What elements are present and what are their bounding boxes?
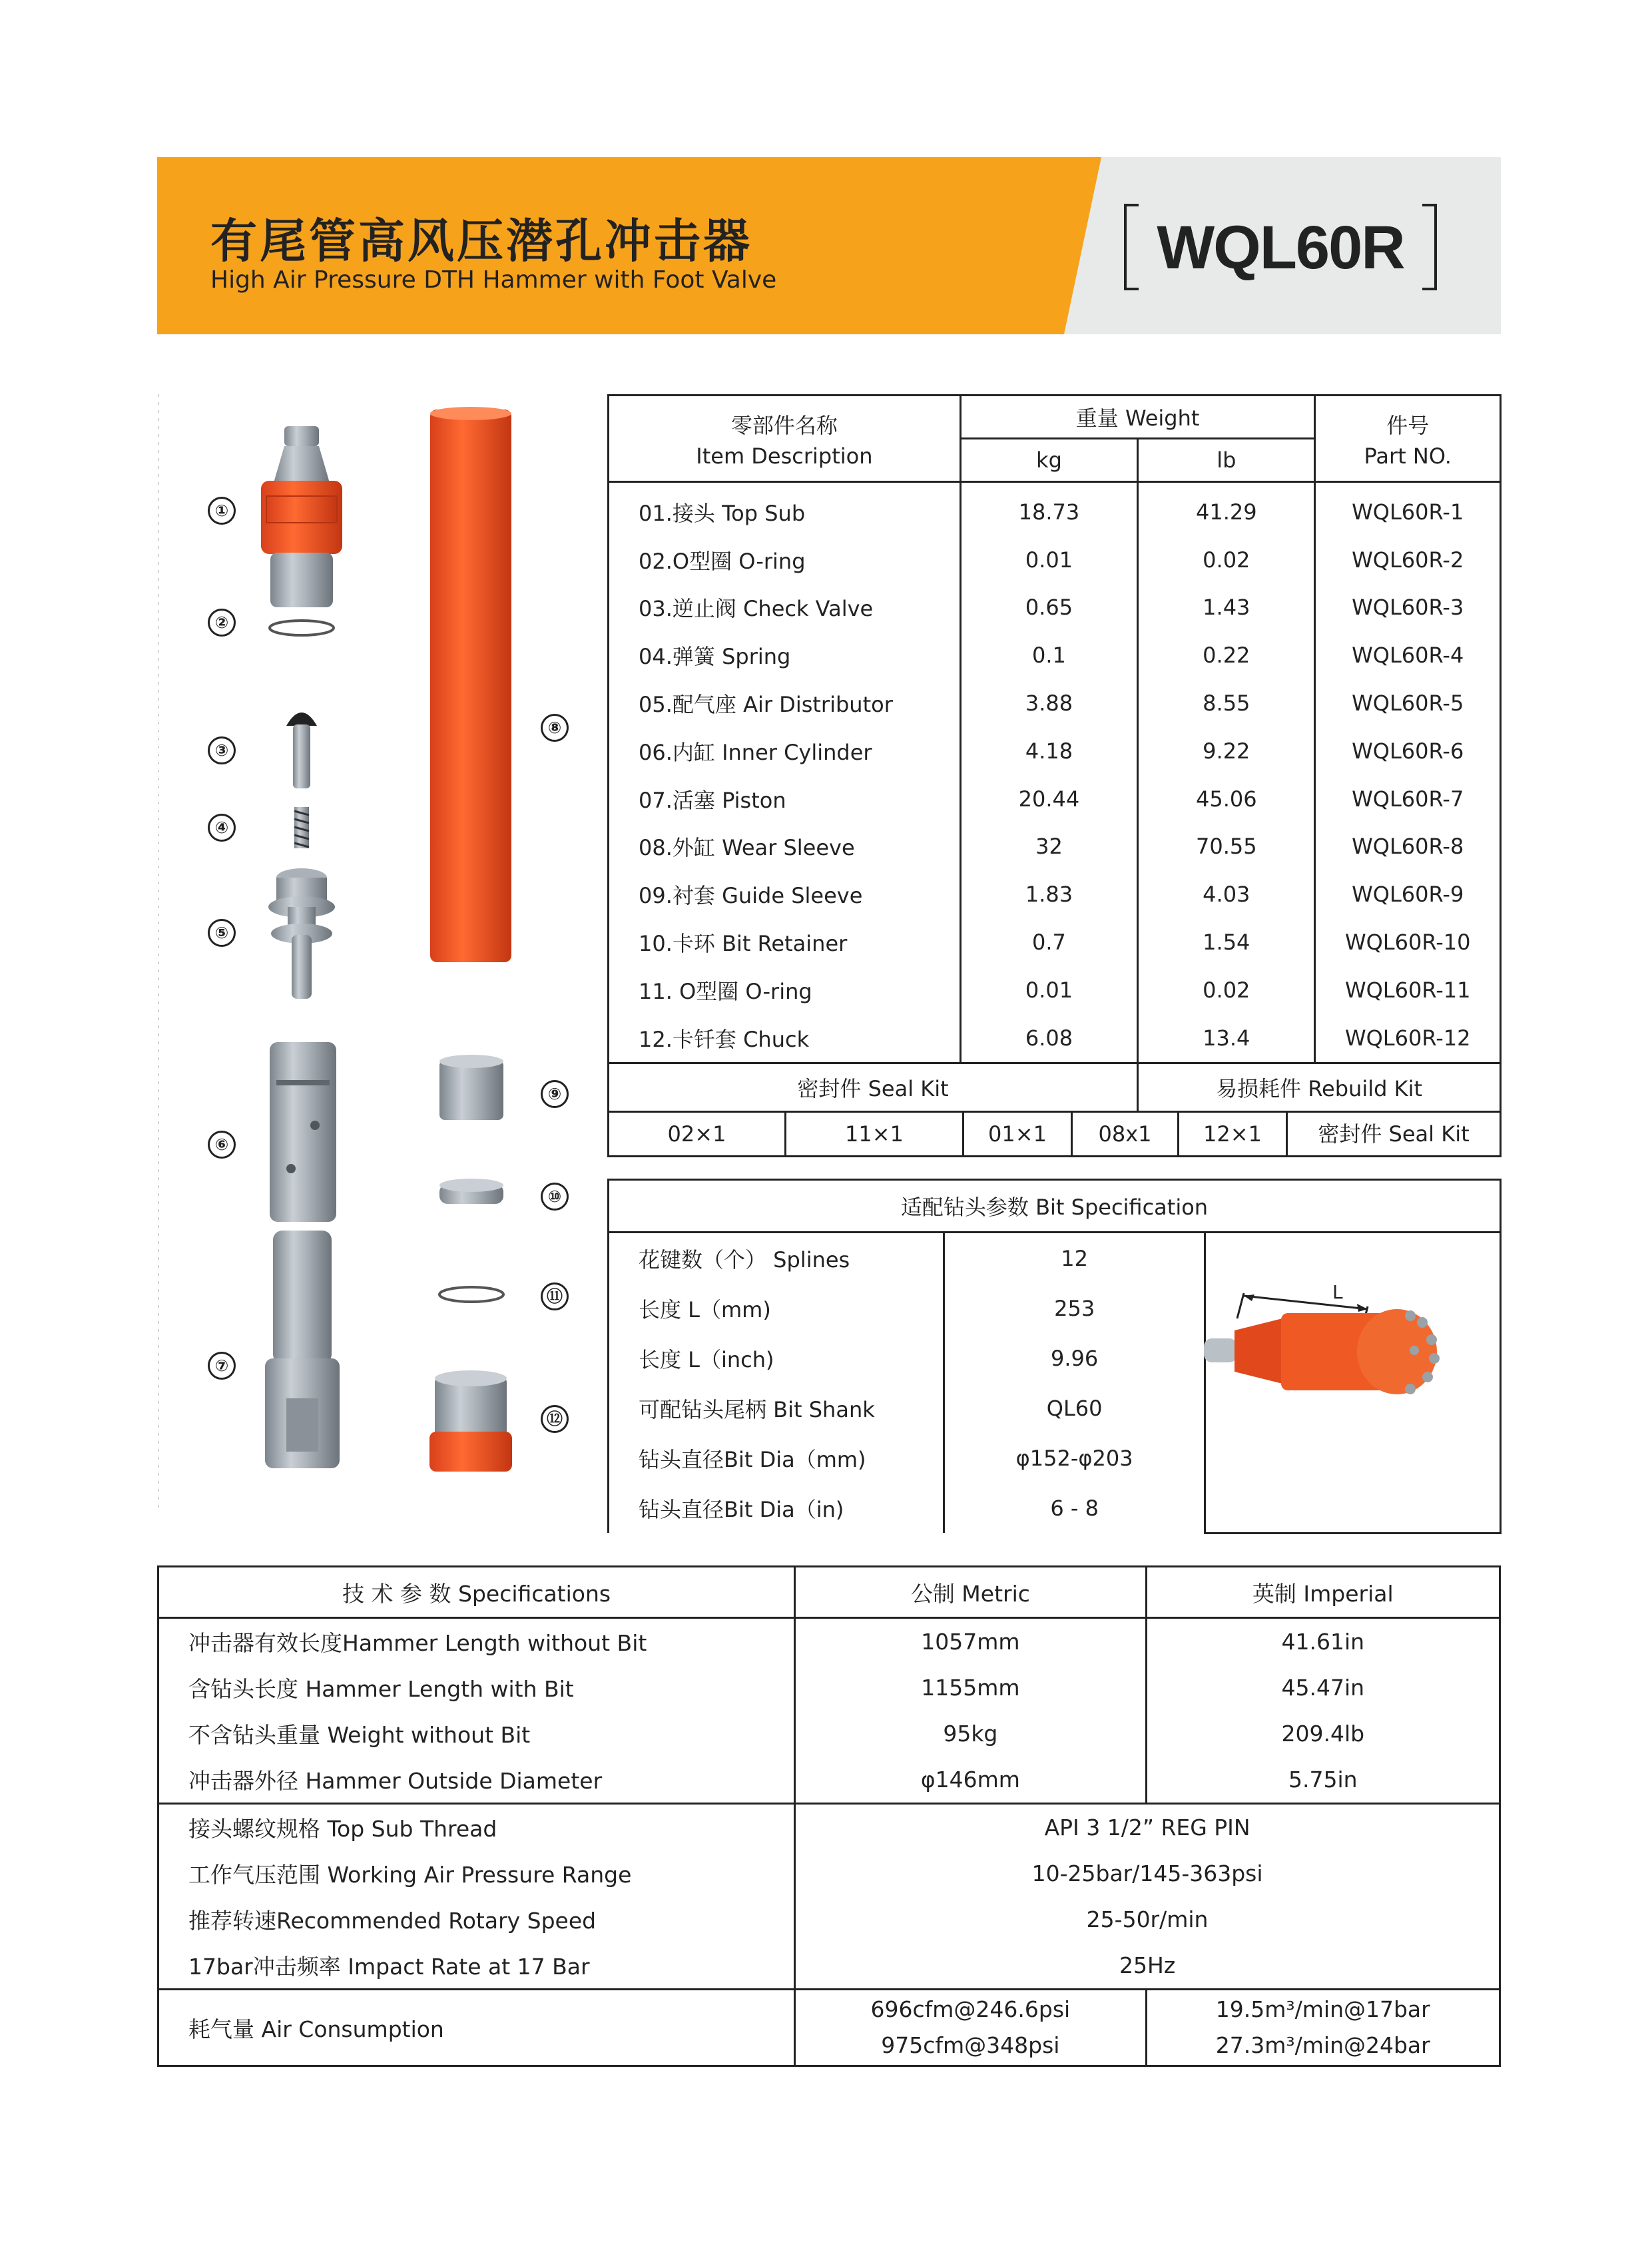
callout-4: ④: [208, 814, 236, 842]
part-number: WQL60R-10: [1315, 918, 1501, 966]
part-number: WQL60R-4: [1315, 631, 1501, 679]
part-item: 05.配气座 Air Distributor: [609, 679, 961, 727]
bit-spec-label: 长度 L（inch): [609, 1333, 944, 1383]
parts-row: [609, 966, 1501, 1014]
part-lb: 1.54: [1138, 918, 1315, 966]
air-consumption-metric: [795, 1990, 1146, 2066]
spec-row: [158, 1665, 1500, 1711]
part-number: WQL60R-9: [1315, 870, 1501, 918]
header-weight: 重量 Weight: [960, 396, 1315, 439]
part-bit-retainer: [439, 1179, 503, 1204]
spec-row: [158, 1942, 1500, 1990]
part-air-distributor: [268, 868, 335, 999]
bit-spec-label: 花键数（个） Splines: [609, 1233, 944, 1284]
callout-2: ②: [208, 609, 236, 637]
bit-spec-value: 9.96: [944, 1333, 1205, 1383]
spec-row: [158, 1757, 1500, 1804]
spec-imperial: 41.61in: [1146, 1618, 1500, 1665]
part-lb: 1.43: [1138, 584, 1315, 632]
header-part-no: [1315, 396, 1501, 482]
part-inner-cylinder: [270, 1042, 336, 1222]
bracket-right: [1422, 204, 1437, 290]
seal-kit-label: 密封件 Seal Kit: [609, 1063, 1138, 1111]
part-guide-sleeve: [439, 1055, 503, 1120]
part-kg: 20.44: [960, 775, 1137, 823]
callout-1: ①: [208, 497, 236, 525]
spec-label: 含钻头长度 Hammer Length with Bit: [158, 1665, 795, 1711]
part-number: WQL60R-12: [1315, 1014, 1501, 1063]
part-lb: 8.55: [1138, 679, 1315, 727]
spec-value: 25Hz: [795, 1942, 1500, 1990]
part-kg: 1.83: [960, 870, 1137, 918]
drill-bit-drawing: [1203, 1272, 1482, 1412]
spec-metric: φ146mm: [795, 1757, 1146, 1804]
spec-label: 冲击器外径 Hammer Outside Diameter: [158, 1757, 795, 1804]
spec-header-imperial: 英制 Imperial: [1146, 1567, 1500, 1618]
header-banner: [157, 157, 1501, 334]
parts-row: [609, 823, 1501, 871]
header-part-cn: 件号: [1386, 412, 1430, 438]
parts-table: [607, 394, 1502, 1157]
spec-row: [158, 1618, 1500, 1665]
callout-6: ⑥: [208, 1131, 236, 1159]
spec-label: 接头螺纹规格 Top Sub Thread: [158, 1804, 795, 1851]
header-lb: lb: [1138, 439, 1315, 482]
part-number: WQL60R-1: [1315, 482, 1501, 536]
part-lb: 0.22: [1138, 631, 1315, 679]
rebuild-kit-item: 密封件 Seal Kit: [1318, 1121, 1470, 1147]
bit-spec-label: 可配钻头尾柄 Bit Shank: [609, 1383, 944, 1433]
parts-row: [609, 1014, 1501, 1063]
bit-spec-value: 12: [944, 1233, 1205, 1284]
air-imperial-1: 19.5m³/min@17bar: [1215, 1996, 1430, 2022]
rebuild-kit-item: 12×1: [1179, 1113, 1288, 1155]
callout-3: ③: [208, 736, 236, 764]
spec-imperial: 45.47in: [1146, 1665, 1500, 1711]
part-item: 03.逆止阀 Check Valve: [609, 584, 961, 632]
spec-label: 17bar冲击频率 Impact Rate at 17 Bar: [158, 1942, 795, 1990]
spec-row: [158, 1804, 1500, 1851]
spec-value: 25-50r/min: [795, 1896, 1500, 1942]
part-lb: 13.4: [1138, 1014, 1315, 1063]
rebuild-kit-item: 08x1: [1073, 1113, 1179, 1155]
part-check-valve: [286, 712, 317, 788]
part-item: 01.接头 Top Sub: [609, 482, 961, 536]
part-top-sub: [261, 426, 342, 607]
callout-8: ⑧: [541, 714, 569, 742]
spec-row: [158, 1896, 1500, 1942]
model-badge: [1124, 204, 1437, 288]
spec-label: 工作气压范围 Working Air Pressure Range: [158, 1850, 795, 1896]
spec-label: 冲击器有效长度Hammer Length without Bit: [158, 1618, 795, 1665]
callout-7: ⑦: [208, 1352, 236, 1380]
part-item: 04.弹簧 Spring: [609, 631, 961, 679]
part-item: 08.外缸 Wear Sleeve: [609, 823, 961, 871]
part-o-ring-2: [439, 1287, 503, 1302]
part-lb: 70.55: [1138, 823, 1315, 871]
bit-spec-value: 253: [944, 1283, 1205, 1333]
part-spring: [294, 807, 309, 848]
part-item: 10.卡环 Bit Retainer: [609, 918, 961, 966]
parts-row: [609, 631, 1501, 679]
air-consumption-label: 耗气量 Air Consumption: [158, 1990, 795, 2066]
part-number: WQL60R-3: [1315, 584, 1501, 632]
header-item-en: Item Description: [696, 443, 873, 469]
part-lb: 45.06: [1138, 775, 1315, 823]
bit-spec-value: 6 - 8: [944, 1483, 1205, 1533]
air-metric-2: 975cfm@348psi: [881, 2032, 1060, 2058]
spec-metric: 1155mm: [795, 1665, 1146, 1711]
part-kg: 0.1: [960, 631, 1137, 679]
callout-5: ⑤: [208, 919, 236, 947]
spec-value: 10-25bar/145-363psi: [795, 1850, 1500, 1896]
spec-value: API 3 1/2” REG PIN: [795, 1804, 1500, 1851]
bit-spec-value: φ152-φ203: [944, 1433, 1205, 1483]
spec-label: 不含钻头重量 Weight without Bit: [158, 1711, 795, 1757]
spec-metric: 95kg: [795, 1711, 1146, 1757]
parts-row: [609, 775, 1501, 823]
spec-metric: 1057mm: [795, 1618, 1146, 1665]
parts-row: [609, 727, 1501, 775]
part-kg: 0.01: [960, 966, 1137, 1014]
parts-row: [609, 918, 1501, 966]
header-item-description: [609, 396, 961, 482]
air-consumption-imperial: [1146, 1990, 1500, 2066]
part-number: WQL60R-5: [1315, 679, 1501, 727]
part-number: WQL60R-8: [1315, 823, 1501, 871]
callout-10: ⑩: [541, 1183, 569, 1211]
spec-label: 推荐转速Recommended Rotary Speed: [158, 1896, 795, 1942]
rebuild-kit-item: 01×1: [964, 1113, 1073, 1155]
bit-spec-label: 钻头直径Bit Dia（in): [609, 1483, 944, 1533]
part-item: 06.内缸 Inner Cylinder: [609, 727, 961, 775]
part-number: WQL60R-11: [1315, 966, 1501, 1014]
header-item-cn: 零部件名称: [730, 412, 838, 438]
part-kg: 0.01: [960, 536, 1137, 584]
header-kg: kg: [960, 439, 1137, 482]
part-kg: 0.65: [960, 584, 1137, 632]
part-item: 12.卡钎套 Chuck: [609, 1014, 961, 1063]
part-chuck: [429, 1370, 512, 1472]
bit-spec-label: 长度 L（mm): [609, 1283, 944, 1333]
title-english: High Air Pressure DTH Hammer with Foot Valve: [210, 266, 777, 294]
parts-row: [609, 482, 1501, 536]
parts-row: [609, 584, 1501, 632]
part-o-ring: [270, 621, 334, 635]
part-item: 07.活塞 Piston: [609, 775, 961, 823]
spec-imperial: 209.4lb: [1146, 1711, 1500, 1757]
callout-11: ⑪: [541, 1282, 569, 1310]
callout-12: ⑫: [541, 1405, 569, 1433]
spec-row: [158, 1711, 1500, 1757]
part-item: 09.衬套 Guide Sleeve: [609, 870, 961, 918]
bit-spec-value: QL60: [944, 1383, 1205, 1433]
bit-spec-label: 钻头直径Bit Dia（mm): [609, 1433, 944, 1483]
part-lb: 4.03: [1138, 870, 1315, 918]
part-number: WQL60R-7: [1315, 775, 1501, 823]
part-kg: 6.08: [960, 1014, 1137, 1063]
spec-header-metric: 公制 Metric: [795, 1567, 1146, 1618]
part-kg: 18.73: [960, 482, 1137, 536]
spec-imperial: 5.75in: [1146, 1757, 1500, 1804]
part-piston: [265, 1231, 340, 1468]
air-imperial-2: 27.3m³/min@24bar: [1215, 2032, 1430, 2058]
part-kg: 4.18: [960, 727, 1137, 775]
rebuild-kit-label: 易损耗件 Rebuild Kit: [1138, 1063, 1501, 1111]
dimension-label-L: L: [1332, 1281, 1343, 1303]
part-lb: 0.02: [1138, 536, 1315, 584]
specifications-table: [157, 1565, 1501, 2067]
parts-row: [609, 536, 1501, 584]
spec-row: [158, 1850, 1500, 1896]
model-number: WQL60R: [1157, 214, 1404, 282]
header-part-en: Part NO.: [1364, 443, 1452, 469]
parts-row: [609, 870, 1501, 918]
part-item: 11. O型圈 O-ring: [609, 966, 961, 1014]
part-item: 02.O型圈 O-ring: [609, 536, 961, 584]
part-lb: 41.29: [1138, 482, 1315, 536]
parts-row: [609, 679, 1501, 727]
part-number: WQL60R-6: [1315, 727, 1501, 775]
kit-row: [609, 1111, 1501, 1156]
part-lb: 9.22: [1138, 727, 1315, 775]
spec-header-specifications: 技 术 参 数 Specifications: [158, 1567, 795, 1618]
part-lb: 0.02: [1138, 966, 1315, 1014]
part-kg: 0.7: [960, 918, 1137, 966]
part-kg: 3.88: [960, 679, 1137, 727]
seal-kit-item: 11×1: [786, 1113, 964, 1155]
part-wear-sleeve: [430, 407, 511, 962]
seal-kit-item: 02×1: [609, 1113, 786, 1155]
callout-9: ⑨: [541, 1080, 569, 1108]
title-chinese: 有尾管高风压潜孔冲击器: [210, 214, 752, 268]
part-kg: 32: [960, 823, 1137, 871]
bit-spec-title: 适配钻头参数 Bit Specification: [609, 1180, 1501, 1233]
air-metric-1: 696cfm@246.6psi: [870, 1996, 1071, 2022]
part-number: WQL60R-2: [1315, 536, 1501, 584]
